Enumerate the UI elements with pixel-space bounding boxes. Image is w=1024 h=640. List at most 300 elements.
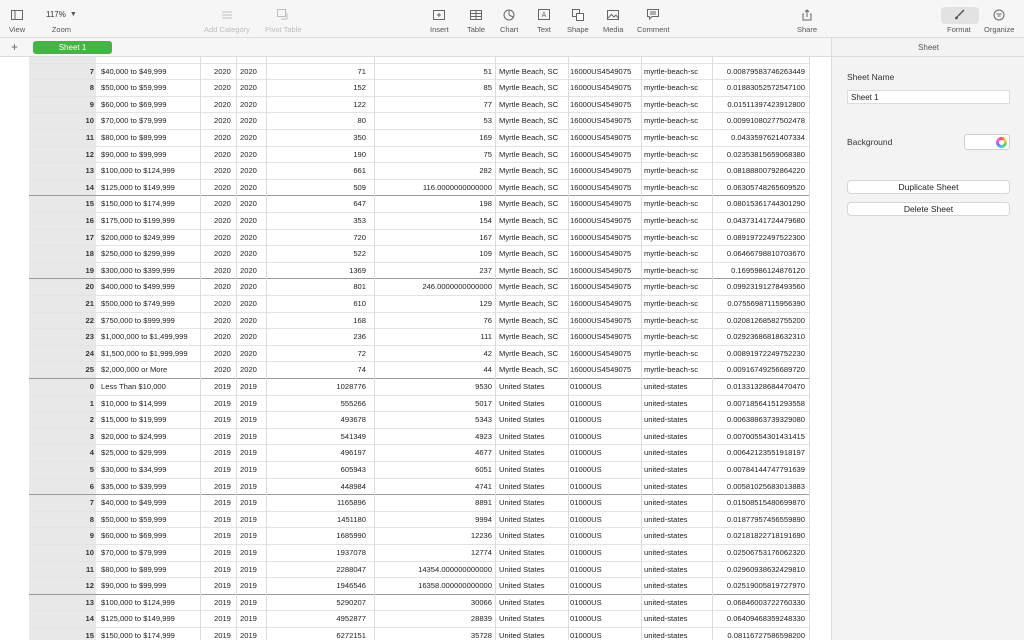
- cell-city[interactable]: Myrtle Beach, SC: [499, 249, 559, 259]
- row-header[interactable]: 12: [85, 149, 94, 159]
- cell-v1[interactable]: 152: [353, 83, 366, 93]
- table-row[interactable]: [29, 429, 809, 446]
- table-row[interactable]: [29, 611, 809, 628]
- row-header[interactable]: 15: [85, 199, 94, 209]
- pivot-table-button[interactable]: [265, 8, 302, 34]
- cell-code[interactable]: 01000US: [570, 498, 602, 508]
- cell-y1[interactable]: 2019: [214, 631, 231, 640]
- cell-code[interactable]: 16000US4549075: [570, 99, 632, 109]
- cell-y1[interactable]: 2020: [214, 99, 231, 109]
- row-header[interactable]: 14: [85, 614, 94, 624]
- cell-slug[interactable]: myrtle-beach-sc: [644, 99, 699, 109]
- cell-range[interactable]: $80,000 to $89,999: [101, 564, 167, 574]
- cell-y2[interactable]: 2020: [240, 99, 257, 109]
- cell-range[interactable]: $1,500,000 to $1,999,999: [101, 348, 188, 358]
- row-header[interactable]: 10: [85, 548, 94, 557]
- cell-v2[interactable]: 12236: [470, 531, 492, 541]
- cell-v1[interactable]: 1028776: [336, 382, 366, 391]
- cell-city[interactable]: Myrtle Beach, SC: [499, 332, 559, 342]
- cell-y2[interactable]: 2020: [240, 216, 257, 225]
- cell-y2[interactable]: 2019: [240, 514, 257, 524]
- cell-y2[interactable]: 2019: [240, 431, 257, 441]
- cell-code[interactable]: 01000US: [570, 465, 602, 474]
- duplicate-sheet-button[interactable]: Duplicate Sheet: [847, 180, 1010, 194]
- table-row[interactable]: [29, 163, 809, 180]
- cell-city[interactable]: Myrtle Beach, SC: [499, 166, 559, 176]
- cell-slug[interactable]: myrtle-beach-sc: [644, 265, 699, 275]
- format-button[interactable]: [947, 8, 971, 34]
- cell-code[interactable]: 01000US: [570, 448, 602, 458]
- cell-share[interactable]: 0.00581025683013883: [726, 481, 805, 491]
- cell-code[interactable]: 01000US: [570, 631, 602, 640]
- row-header[interactable]: 7: [89, 498, 94, 508]
- cell-y1[interactable]: 2020: [214, 199, 231, 209]
- cell-city[interactable]: Myrtle Beach, SC: [499, 315, 559, 325]
- cell-v2[interactable]: 282: [479, 166, 492, 176]
- cell-v1[interactable]: 190: [353, 149, 366, 159]
- cell-y2[interactable]: 2019: [240, 597, 257, 607]
- cell-code[interactable]: 16000US4549075: [570, 315, 632, 325]
- cell-range[interactable]: $500,000 to $749,999: [101, 299, 175, 308]
- table-row[interactable]: [29, 412, 809, 429]
- cell-range[interactable]: $60,000 to $69,999: [101, 99, 167, 109]
- cell-slug[interactable]: myrtle-beach-sc: [644, 282, 699, 292]
- cell-v1[interactable]: 720: [353, 232, 366, 242]
- row-header[interactable]: 11: [85, 133, 94, 142]
- cell-city[interactable]: Myrtle Beach, SC: [499, 116, 559, 126]
- table-row[interactable]: [29, 296, 809, 313]
- table-row[interactable]: [29, 562, 809, 579]
- cell-share[interactable]: 0.06466798810703670: [726, 249, 805, 259]
- cell-range[interactable]: $30,000 to $34,999: [101, 465, 167, 474]
- cell-slug[interactable]: united-states: [644, 548, 688, 557]
- table-row[interactable]: [29, 346, 809, 363]
- cell-city[interactable]: Myrtle Beach, SC: [499, 149, 559, 159]
- cell-v2[interactable]: 109: [479, 249, 492, 259]
- cell-v2[interactable]: 4741: [475, 481, 492, 491]
- text-button[interactable]: [536, 8, 552, 34]
- cell-v2[interactable]: 44: [483, 365, 492, 375]
- cell-code[interactable]: 16000US4549075: [570, 83, 632, 93]
- cell-code[interactable]: 16000US4549075: [570, 265, 632, 275]
- cell-share[interactable]: 0.1695986124876120: [731, 265, 805, 275]
- cell-range[interactable]: $25,000 to $29,999: [101, 448, 167, 458]
- cell-v1[interactable]: 350: [353, 133, 366, 142]
- row-header[interactable]: 15: [85, 631, 94, 640]
- cell-share[interactable]: 0.01883052572547100: [726, 83, 805, 93]
- cell-share[interactable]: 0.08015361744301290: [726, 199, 805, 209]
- cell-y1[interactable]: 2020: [214, 216, 231, 225]
- cell-v2[interactable]: 6051: [475, 465, 492, 474]
- cell-city[interactable]: Myrtle Beach, SC: [499, 66, 559, 76]
- cell-y1[interactable]: 2019: [214, 514, 231, 524]
- cell-city[interactable]: Myrtle Beach, SC: [499, 348, 559, 358]
- cell-v2[interactable]: 42: [483, 348, 492, 358]
- cell-code[interactable]: 01000US: [570, 614, 602, 624]
- cell-y2[interactable]: 2020: [240, 83, 257, 93]
- cell-slug[interactable]: united-states: [644, 448, 688, 458]
- cell-slug[interactable]: myrtle-beach-sc: [644, 66, 699, 76]
- cell-y2[interactable]: 2019: [240, 564, 257, 574]
- cell-share[interactable]: 0.02960938632429810: [726, 564, 805, 574]
- cell-v2[interactable]: 4923: [475, 431, 492, 441]
- cell-v1[interactable]: 509: [353, 182, 366, 192]
- cell-slug[interactable]: united-states: [644, 614, 688, 624]
- cell-share[interactable]: 0.01331328684470470: [726, 382, 805, 391]
- cell-city[interactable]: United States: [499, 481, 545, 491]
- cell-slug[interactable]: united-states: [644, 597, 688, 607]
- cell-v2[interactable]: 237: [479, 265, 492, 275]
- cell-share[interactable]: 0.00718564151293558: [726, 398, 805, 408]
- table-row[interactable]: [29, 445, 809, 462]
- cell-range[interactable]: $100,000 to $124,999: [101, 166, 175, 176]
- cell-city[interactable]: United States: [499, 614, 545, 624]
- cell-y2[interactable]: 2020: [240, 199, 257, 209]
- cell-city[interactable]: Myrtle Beach, SC: [499, 83, 559, 93]
- table-row[interactable]: [29, 462, 809, 479]
- cell-share[interactable]: 0.00700554301431415: [726, 431, 805, 441]
- cell-share[interactable]: 0.01511397423912800: [727, 99, 805, 109]
- table-row[interactable]: [29, 80, 809, 97]
- cell-code[interactable]: 01000US: [570, 431, 602, 441]
- cell-share[interactable]: 0.0433597621407334: [731, 133, 805, 142]
- cell-y2[interactable]: 2020: [240, 182, 257, 192]
- table-button[interactable]: [467, 8, 485, 34]
- cell-v2[interactable]: 12774: [470, 548, 492, 557]
- cell-city[interactable]: United States: [499, 581, 545, 591]
- cell-y1[interactable]: 2019: [214, 548, 231, 557]
- cell-y2[interactable]: 2019: [240, 631, 257, 640]
- cell-city[interactable]: United States: [499, 531, 545, 541]
- cell-slug[interactable]: myrtle-beach-sc: [644, 216, 699, 225]
- cell-v2[interactable]: 154: [479, 216, 492, 225]
- cell-v1[interactable]: 122: [353, 99, 366, 109]
- cell-range[interactable]: $15,000 to $19,999: [101, 415, 167, 425]
- cell-city[interactable]: United States: [499, 564, 545, 574]
- add-category-button[interactable]: [204, 8, 250, 34]
- cell-share[interactable]: 0.06846003722760330: [726, 597, 805, 607]
- cell-share[interactable]: 0.06305748265609520: [726, 182, 805, 192]
- cell-v1[interactable]: 80: [357, 116, 366, 126]
- table-row[interactable]: [29, 545, 809, 562]
- table-row[interactable]: [29, 230, 809, 247]
- row-header[interactable]: 5: [89, 465, 94, 474]
- cell-code[interactable]: 16000US4549075: [570, 216, 632, 225]
- table-row[interactable]: [29, 196, 809, 213]
- cell-slug[interactable]: united-states: [644, 631, 688, 640]
- cell-share[interactable]: 0.00891972249752230: [726, 348, 805, 358]
- cell-range[interactable]: $90,000 to $99,999: [101, 581, 167, 591]
- cell-share[interactable]: 0.02353815659068380: [726, 149, 805, 159]
- cell-v1[interactable]: 74: [357, 365, 366, 375]
- cell-y2[interactable]: 2020: [240, 232, 257, 242]
- cell-city[interactable]: Myrtle Beach, SC: [499, 182, 559, 192]
- cell-y1[interactable]: 2019: [214, 531, 231, 541]
- cell-v1[interactable]: 1451180: [337, 514, 366, 524]
- cell-code[interactable]: 01000US: [570, 548, 602, 557]
- cell-y1[interactable]: 2019: [214, 415, 231, 425]
- cell-code[interactable]: 01000US: [570, 398, 602, 408]
- cell-range[interactable]: $150,000 to $174,999: [101, 631, 175, 640]
- cell-range[interactable]: $750,000 to $999,999: [101, 315, 175, 325]
- cell-y2[interactable]: 2019: [240, 382, 257, 391]
- cell-slug[interactable]: myrtle-beach-sc: [644, 299, 699, 308]
- cell-y1[interactable]: 2020: [214, 116, 231, 126]
- cell-y1[interactable]: 2020: [214, 182, 231, 192]
- cell-code[interactable]: 16000US4549075: [570, 232, 632, 242]
- cell-v2[interactable]: 246.0000000000000: [422, 282, 492, 292]
- cell-city[interactable]: Myrtle Beach, SC: [499, 232, 559, 242]
- cell-v2[interactable]: 9530: [475, 382, 492, 391]
- cell-code[interactable]: 16000US4549075: [570, 332, 632, 342]
- comment-button[interactable]: [637, 8, 670, 34]
- cell-range[interactable]: $300,000 to $399,999: [101, 265, 175, 275]
- shape-button[interactable]: [567, 8, 589, 34]
- row-header[interactable]: 24: [85, 348, 94, 358]
- cell-slug[interactable]: united-states: [644, 415, 688, 425]
- cell-v1[interactable]: 71: [357, 66, 366, 76]
- table-row[interactable]: [29, 97, 809, 114]
- cell-v1[interactable]: 801: [353, 282, 366, 292]
- cell-share[interactable]: 0.00638863739329080: [726, 415, 805, 425]
- cell-code[interactable]: 01000US: [570, 564, 602, 574]
- cell-y1[interactable]: 2020: [214, 166, 231, 176]
- table-row[interactable]: [29, 479, 809, 496]
- cell-y2[interactable]: 2020: [240, 116, 257, 126]
- cell-v1[interactable]: 2288047: [336, 564, 366, 574]
- cell-share[interactable]: 0.01508515480699870: [726, 498, 805, 508]
- cell-v1[interactable]: 6272151: [336, 631, 366, 640]
- cell-code[interactable]: 16000US4549075: [570, 249, 632, 259]
- table-row[interactable]: [29, 113, 809, 130]
- cell-city[interactable]: Myrtle Beach, SC: [499, 99, 559, 109]
- cell-y1[interactable]: 2020: [214, 315, 231, 325]
- table-row[interactable]: [29, 595, 809, 612]
- cell-range[interactable]: $40,000 to $49,999: [101, 66, 167, 76]
- cell-code[interactable]: 16000US4549075: [570, 182, 632, 192]
- cell-y2[interactable]: 2020: [240, 265, 257, 275]
- table-row[interactable]: [29, 130, 809, 147]
- row-header[interactable]: 11: [85, 564, 94, 574]
- cell-v2[interactable]: 8891: [475, 498, 492, 508]
- cell-y1[interactable]: 2019: [214, 581, 231, 591]
- cell-range[interactable]: Less Than $10,000: [101, 382, 166, 391]
- cell-y2[interactable]: 2020: [240, 282, 257, 292]
- cell-y2[interactable]: 2019: [240, 614, 257, 624]
- cell-share[interactable]: 0.00879583746263449: [726, 66, 805, 76]
- cell-city[interactable]: Myrtle Beach, SC: [499, 216, 559, 225]
- cell-v2[interactable]: 16358.000000000000: [418, 581, 492, 591]
- cell-slug[interactable]: myrtle-beach-sc: [644, 166, 699, 176]
- cell-v1[interactable]: 168: [353, 315, 366, 325]
- cell-v2[interactable]: 9994: [475, 514, 492, 524]
- cell-y2[interactable]: 2020: [240, 66, 257, 76]
- cell-slug[interactable]: myrtle-beach-sc: [644, 332, 699, 342]
- cell-y1[interactable]: 2020: [214, 249, 231, 259]
- row-header[interactable]: 16: [85, 216, 94, 225]
- table-row[interactable]: [29, 147, 809, 164]
- cell-v2[interactable]: 76: [483, 315, 492, 325]
- table-row[interactable]: [29, 246, 809, 263]
- cell-slug[interactable]: united-states: [644, 398, 688, 408]
- cell-v1[interactable]: 1369: [349, 265, 366, 275]
- table-row[interactable]: [29, 180, 809, 197]
- cell-share[interactable]: 0.02519005819727970: [726, 581, 805, 591]
- cell-slug[interactable]: united-states: [644, 481, 688, 491]
- row-header[interactable]: 21: [85, 299, 94, 308]
- table-row[interactable]: [29, 263, 809, 280]
- cell-y1[interactable]: 2019: [214, 498, 231, 508]
- cell-city[interactable]: United States: [499, 631, 545, 640]
- cell-code[interactable]: 16000US4549075: [570, 133, 632, 142]
- cell-slug[interactable]: united-states: [644, 514, 688, 524]
- cell-v1[interactable]: 1685990: [336, 531, 366, 541]
- table-row[interactable]: [29, 313, 809, 330]
- cell-y1[interactable]: 2020: [214, 66, 231, 76]
- cell-range[interactable]: $35,000 to $39,999: [101, 481, 167, 491]
- cell-code[interactable]: 16000US4549075: [570, 365, 632, 375]
- row-header[interactable]: 14: [85, 182, 94, 192]
- cell-city[interactable]: United States: [499, 465, 545, 474]
- chart-button[interactable]: [500, 8, 518, 34]
- sheet-name-field[interactable]: Sheet 1: [847, 90, 1010, 104]
- cell-v1[interactable]: 72: [357, 348, 366, 358]
- cell-v2[interactable]: 14354.000000000000: [418, 564, 492, 574]
- color-wheel-icon[interactable]: [996, 137, 1007, 148]
- cell-share[interactable]: 0.02923686818632310: [726, 332, 805, 342]
- table-row[interactable]: [29, 329, 809, 346]
- cell-slug[interactable]: united-states: [644, 531, 688, 541]
- cell-v1[interactable]: 541349: [340, 431, 366, 441]
- cell-y1[interactable]: 2019: [214, 481, 231, 491]
- cell-y2[interactable]: 2020: [240, 166, 257, 176]
- row-header[interactable]: 18: [85, 249, 94, 259]
- cell-y1[interactable]: 2019: [214, 431, 231, 441]
- cell-share[interactable]: 0.09923191278493560: [726, 282, 805, 292]
- cell-range[interactable]: $250,000 to $299,999: [101, 249, 175, 259]
- cell-v2[interactable]: 51: [483, 66, 492, 76]
- table-row[interactable]: [29, 213, 809, 230]
- cell-code[interactable]: 01000US: [570, 581, 602, 591]
- cell-y1[interactable]: 2019: [214, 597, 231, 607]
- table-row[interactable]: [29, 379, 809, 396]
- cell-code[interactable]: 16000US4549075: [570, 199, 632, 209]
- cell-share[interactable]: 0.06409468359248330: [726, 614, 805, 624]
- cell-y2[interactable]: 2019: [240, 498, 257, 508]
- cell-code[interactable]: 16000US4549075: [570, 348, 632, 358]
- table-row[interactable]: [29, 528, 809, 545]
- view-button[interactable]: [9, 8, 25, 34]
- row-header[interactable]: 0: [89, 382, 94, 391]
- row-header[interactable]: 17: [85, 232, 94, 242]
- cell-y1[interactable]: 2020: [214, 149, 231, 159]
- cell-y1[interactable]: 2020: [214, 365, 231, 375]
- cell-slug[interactable]: myrtle-beach-sc: [644, 83, 699, 93]
- cell-city[interactable]: United States: [499, 548, 545, 557]
- cell-y2[interactable]: 2019: [240, 531, 257, 541]
- row-header[interactable]: 2: [89, 415, 94, 425]
- cell-code[interactable]: 01000US: [570, 415, 602, 425]
- row-header[interactable]: 13: [85, 597, 94, 607]
- cell-slug[interactable]: united-states: [644, 465, 688, 474]
- cell-code[interactable]: 01000US: [570, 597, 602, 607]
- cell-range[interactable]: $400,000 to $499,999: [101, 282, 175, 292]
- table-row[interactable]: [29, 578, 809, 595]
- cell-share[interactable]: 0.04373141724479680: [726, 216, 805, 225]
- cell-share[interactable]: 0.01877957456559890: [726, 514, 805, 524]
- cell-range[interactable]: $125,000 to $149,999: [101, 614, 175, 624]
- cell-slug[interactable]: myrtle-beach-sc: [644, 365, 699, 375]
- cell-v2[interactable]: 111: [480, 332, 492, 342]
- cell-y2[interactable]: 2019: [240, 415, 257, 425]
- delete-sheet-button[interactable]: Delete Sheet: [847, 202, 1010, 216]
- cell-slug[interactable]: myrtle-beach-sc: [644, 249, 699, 259]
- cell-range[interactable]: $1,000,000 to $1,499,999: [101, 332, 188, 342]
- row-header[interactable]: 19: [85, 265, 94, 275]
- cell-code[interactable]: 01000US: [570, 382, 602, 391]
- cell-slug[interactable]: myrtle-beach-sc: [644, 133, 699, 142]
- cell-y2[interactable]: 2019: [240, 465, 257, 474]
- cell-code[interactable]: 01000US: [570, 514, 602, 524]
- cell-share[interactable]: 0.00991080277502478: [726, 116, 805, 126]
- cell-range[interactable]: $80,000 to $89,999: [101, 133, 167, 142]
- cell-code[interactable]: 01000US: [570, 531, 602, 541]
- cell-v1[interactable]: 555266: [340, 398, 366, 408]
- cell-range[interactable]: $90,000 to $99,999: [101, 149, 167, 159]
- cell-city[interactable]: Myrtle Beach, SC: [499, 282, 559, 292]
- cell-y1[interactable]: 2020: [214, 299, 231, 308]
- cell-v2[interactable]: 5017: [475, 398, 492, 408]
- cell-y2[interactable]: 2020: [240, 149, 257, 159]
- cell-city[interactable]: Myrtle Beach, SC: [499, 265, 559, 275]
- cell-v1[interactable]: 1165896: [337, 498, 366, 508]
- cell-range[interactable]: $125,000 to $149,999: [101, 182, 175, 192]
- cell-v2[interactable]: 30066: [470, 597, 492, 607]
- cell-v1[interactable]: 353: [353, 216, 366, 225]
- cell-share[interactable]: 0.07556987115956390: [727, 299, 805, 308]
- cell-slug[interactable]: myrtle-beach-sc: [644, 116, 699, 126]
- cell-city[interactable]: Myrtle Beach, SC: [499, 133, 559, 142]
- cell-range[interactable]: $60,000 to $69,999: [101, 531, 167, 541]
- cell-v2[interactable]: 35728: [470, 631, 492, 640]
- cell-city[interactable]: Myrtle Beach, SC: [499, 365, 559, 375]
- cell-y2[interactable]: 2019: [240, 448, 257, 458]
- cell-v2[interactable]: 198: [479, 199, 492, 209]
- cell-slug[interactable]: myrtle-beach-sc: [644, 182, 699, 192]
- cell-y1[interactable]: 2020: [214, 282, 231, 292]
- cell-v1[interactable]: 661: [353, 166, 366, 176]
- row-header[interactable]: 8: [89, 83, 94, 93]
- row-header[interactable]: 9: [89, 531, 94, 541]
- table-row[interactable]: [29, 495, 809, 512]
- cell-slug[interactable]: united-states: [644, 382, 688, 391]
- cell-v2[interactable]: 167: [479, 232, 492, 242]
- cell-y1[interactable]: 2020: [214, 332, 231, 342]
- row-header[interactable]: 25: [85, 365, 94, 375]
- cell-y1[interactable]: 2020: [214, 348, 231, 358]
- cell-city[interactable]: United States: [499, 398, 545, 408]
- media-button[interactable]: [603, 8, 623, 34]
- row-header[interactable]: 1: [89, 398, 94, 408]
- cell-city[interactable]: Myrtle Beach, SC: [499, 299, 559, 308]
- cell-city[interactable]: United States: [499, 514, 545, 524]
- table-row[interactable]: [29, 64, 809, 81]
- cell-y1[interactable]: 2020: [214, 232, 231, 242]
- cell-range[interactable]: $50,000 to $59,999: [101, 83, 167, 93]
- cell-y1[interactable]: 2020: [214, 83, 231, 93]
- cell-v1[interactable]: 610: [353, 299, 366, 308]
- row-header[interactable]: 8: [89, 514, 94, 524]
